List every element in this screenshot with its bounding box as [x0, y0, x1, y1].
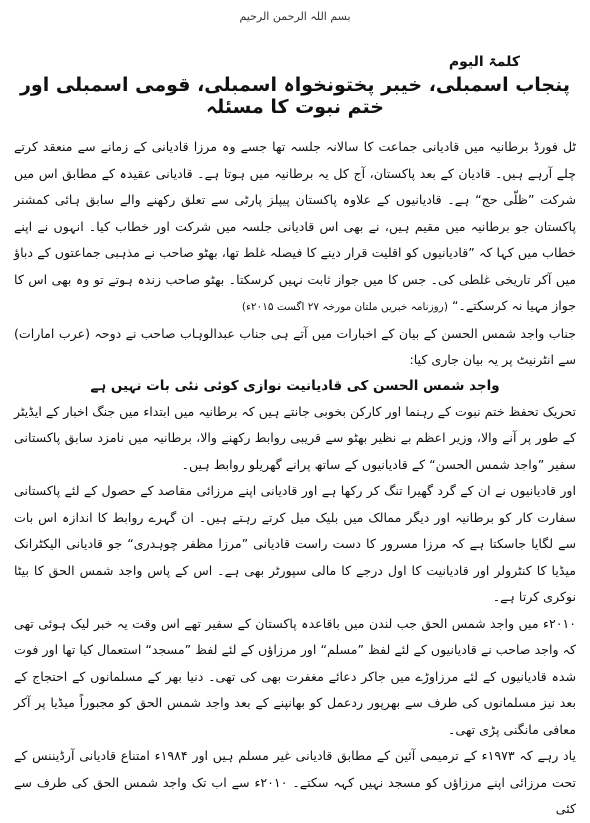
- paragraph-1: [14, 134, 576, 321]
- article-title: پنجاب اسمبلی، خیبر پختونخواہ اسمبلی، قومی اسمبلی اور ختم نبوت کا مسئلہ: [19, 74, 571, 118]
- paragraph-1-text: ٹل فورڈ برطانیہ میں قادیانی جماعت کا سالانہ جلسہ تھا جسے وہ مرزا قادیانی کے زمانے سے منعقد کرتے چلے آرہے ہیں۔ قادیان کے بعد پاکستان، آج کل یہ برطانیہ میں ہوتا ہے۔ قادیانی عقیدہ کے مطابق اس میں شرکت ”ظلّی حج“ ہے۔ قادیانیوں کے علاوہ پاکستان پیپلز پارٹی سے تعلق رکھنے والے سابق ہائی کمشنر پاکستان جو برطانیہ میں مقیم ہیں، نے بھی اس قادیانی جلسہ میں شرکت اور خطاب کیا۔ انہوں نے اپنے خطاب میں کہا کہ ”قادیانیوں کو اقلیت قرار دینے کا فیصلہ غلط تھا، بھٹو صاحب نے مذہبی جماعتوں کے دباؤ میں آکر تاریخی غلطی کی۔ جس کا میں جواز ثابت نہیں کرسکتا۔ بھٹو صاحب زندہ ہوتے تو وہ بھی اس کا جواز مہیا نہ کرسکتے۔“: [14, 139, 576, 313]
- section-label: کلمۃ الیوم: [448, 54, 520, 70]
- bismillah-header: بسم اللہ الرحمن الرحیم: [239, 10, 351, 23]
- paragraph-2: جناب واجد شمس الحسن کے بیان کے اخبارات میں آتے ہی جناب عبدالوہاب صاحب نے دوحہ (عرب امارات) سے انٹرنیٹ پر یہ بیان جاری کیا:: [14, 325, 576, 367]
- paragraph-3: تحریک تحفظ ختم نبوت کے رہنما اور کارکن بخوبی جانتے ہیں کہ برطانیہ میں ابتداء میں جنگ اخبار کے ایڈیٹر کے طور پر آنے والا، وزیر اعظم بے نظیر بھٹو سے قریبی روابط رکھنے والا، برطانیہ میں نامزد سابق پاکستانی سفیر ”واجد شمس الحسن“ کے قادیانیوں کے ساتھ پرانے گھریلو روابط ہیں۔: [14, 403, 576, 472]
- subheading: واجد شمس الحسن کی قادیانیت نوازی کوئی نئی بات نہیں ہے: [90, 377, 500, 394]
- source-citation: (روزنامہ خبریں ملتان مورخہ ۲۷ اگست ۲۰۱۵ء): [241, 301, 448, 313]
- paragraph-6: یاد رہے کہ ۱۹۷۳ء کے ترمیمی آئین کے مطابق قادیانی غیر مسلم ہیں اور ۱۹۸۴ء امتناع قادیانی آرڈیننس کے تحت مرزائی اپنے مرزاؤں کو مسجد نہیں کہہ سکتے۔ ۲۰۱۰ء سے اب تک واجد شمس الحق کی طرف سے کئی: [14, 748, 577, 816]
- paragraph-4: اور قادیانیوں نے ان کے گرد گھیرا تنگ کر رکھا ہے اور قادیانی اپنے مرزائی مقاصد کے حصول کے لئے پاکستانی سفارت کار کو برطانیہ اور دیگر ممالک میں بلیک میل کرتے رہتے ہیں۔ ان گہرے روابط کا اندازہ اس بات سے لگایا جاسکتا ہے کہ مرزا مسرور کا دست راست قادیانی ”مرزا مظفر چوہدری“ جو قادیانی الیکٹرانک میڈیا کا کنٹرولر اور قادیانیت کا اول درجے کا مالی سپورٹر بھی ہے۔ اس کے پاس واجد شمس الحق کا بیٹا نوکری کرتا ہے۔: [14, 483, 576, 604]
- paragraph-5: ۲۰۱۰ء میں واجد شمس الحق جب لندن میں باقاعدہ پاکستان کے سفیر تھے اس وقت یہ خبر لیک ہوئی تھی کہ واجد صاحب نے قادیانیوں کے لئے لفظ ”مسلم“ اور مرزاؤں کے لئے لفظ ”مسجد“ استعمال کیا تھا اور فوت شدہ قادیانیوں کے لئے مرزاوڑے میں جاکر دعائے مغفرت بھی کی تھی۔ دنیا بھر کے مسلمانوں کے احتجاج کے بعد نیز مسلمانوں کی طرف سے بھرپور ردعمل کو بھانپنے کے بعد واجد شمس الحق کو مجبوراً میڈیا پر آکر معافی مانگنی پڑی تھی۔: [14, 615, 576, 737]
